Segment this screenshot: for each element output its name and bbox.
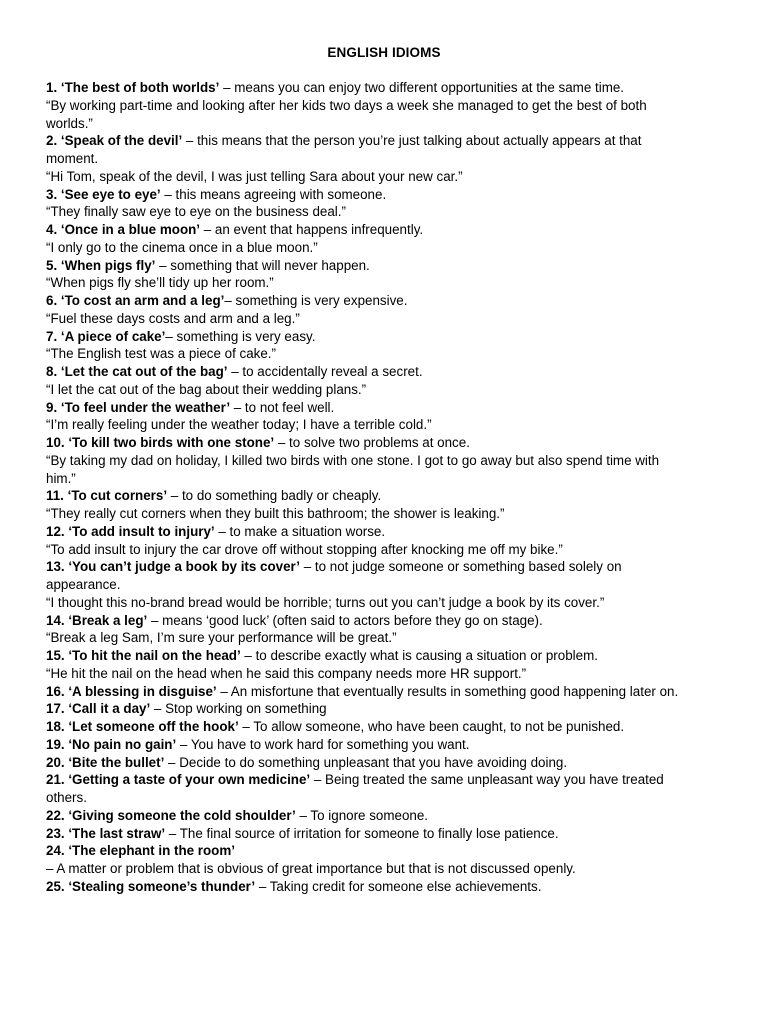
idiom-example: “Break a leg Sam, I’m sure your performance will be great.” [46, 630, 397, 646]
idiom-phrase: 3. ‘See eye to eye’ [46, 186, 161, 202]
idiom-definition: – this means that the person you’re just talking about actually appears at that [182, 133, 642, 149]
idiom-definition: – to describe exactly what is causing a situation or problem. [240, 648, 598, 663]
idiom-definition: – this means agreeing with someone. [160, 186, 387, 202]
idiom-definition: – To allow someone, who have been caught, to not be punished. [238, 719, 625, 734]
idiom-phrase: 5. ‘When pigs fly’ [46, 257, 156, 273]
idiom-example: “I thought this no-brand bread would be horrible; turns out you can’t judge a book by its cover.” [46, 594, 605, 610]
idiom-example: – A matter or problem that is obvious of great importance but that is not discussed openly. [46, 861, 576, 876]
idiom-definition: – to not judge someone or something based solely on [300, 559, 622, 575]
idiom-example: “I’m really feeling under the weather today; I have a terrible cold.” [46, 417, 432, 433]
idiom-example: “They finally saw eye to eye on the business deal.” [46, 204, 346, 220]
idiom-heading-line [46, 878, 722, 896]
idiom-text-line [46, 789, 722, 807]
idiom-definition: – an event that happens infrequently. [200, 222, 424, 237]
idiom-heading-line [46, 718, 722, 736]
idiom-heading-line [46, 683, 722, 701]
idiom-definition: – An misfortune that eventually results in something good happening later on. [216, 683, 679, 699]
idiom-phrase: 21. ‘Getting a taste of your own medicine’ [46, 772, 311, 788]
idiom-text-line [46, 345, 722, 363]
idiom-definition: – something is very easy. [165, 328, 316, 344]
idiom-heading-line [46, 221, 722, 239]
idiom-definition: – to make a situation worse. [214, 523, 386, 539]
idiom-text-line [46, 203, 722, 221]
idiom-text-line [46, 150, 722, 168]
idiom-heading-line [46, 700, 722, 718]
idiom-heading-line [46, 487, 722, 505]
idiom-definition: – Being treated the same unpleasant way you have treated [310, 772, 664, 788]
idiom-heading-line [46, 558, 722, 576]
idiom-heading-line [46, 257, 722, 275]
idiom-phrase: 19. ‘No pain no gain’ [46, 736, 177, 752]
idiom-heading-line [46, 79, 722, 97]
idiom-text-line [46, 274, 722, 292]
idiom-phrase: 24. ‘The elephant in the room’ [46, 843, 235, 859]
idiom-phrase: 14. ‘Break a leg’ [46, 612, 148, 628]
idiom-text-line [46, 416, 722, 434]
idiom-example: “The English test was a piece of cake.” [46, 346, 276, 362]
idiom-example: him.” [46, 470, 76, 486]
idiom-heading-line [46, 825, 722, 843]
idiom-text-line [46, 594, 722, 612]
idiom-phrase: 18. ‘Let someone off the hook’ [46, 719, 239, 734]
idiom-phrase: 22. ‘Giving someone the cold shoulder’ [46, 807, 296, 823]
idiom-example: “Hi Tom, speak of the devil, I was just telling Sara about your new car.” [46, 168, 463, 184]
idiom-example: appearance. [46, 577, 121, 592]
idiom-phrase: 16. ‘A blessing in disguise’ [46, 683, 217, 699]
idiom-heading-line [46, 807, 722, 825]
idiom-phrase: 7. ‘A piece of cake’ [46, 328, 166, 344]
idiom-text-line [46, 310, 722, 328]
idiom-heading-line [46, 647, 722, 665]
idiom-heading-line [46, 434, 722, 452]
idiom-text-line [46, 505, 722, 523]
idiom-heading-line [46, 842, 722, 860]
idiom-example: “He hit the nail on the head when he said this company needs more HR support.” [46, 665, 527, 681]
idiom-example: “By taking my dad on holiday, I killed two birds with one stone. I got to go away but also spend time with [46, 452, 660, 468]
idiom-definition: – to solve two problems at once. [274, 435, 470, 450]
page-title: ENGLISH IDIOMS [327, 45, 441, 60]
idiom-phrase: 25. ‘Stealing someone’s thunder’ [46, 878, 256, 894]
idiom-text-line [46, 576, 722, 594]
idiom-example: “I only go to the cinema once in a blue moon.” [46, 239, 318, 255]
idiom-example: “Fuel these days costs and arm and a leg.” [46, 310, 300, 326]
idiom-text-line [46, 665, 722, 683]
idiom-text-line [46, 168, 722, 186]
idiom-phrase: 15. ‘To hit the nail on the head’ [46, 648, 241, 663]
idiom-text-line [46, 381, 722, 399]
idiom-heading-line [46, 363, 722, 381]
idiom-phrase: 11. ‘To cut corners’ [46, 488, 168, 504]
idiom-example: “When pigs fly she’ll tidy up her room.” [46, 275, 274, 291]
idiom-list [46, 79, 722, 896]
idiom-phrase: 20. ‘Bite the bullet’ [46, 754, 165, 770]
idiom-definition: – to do something badly or cheaply. [167, 488, 382, 504]
idiom-phrase: 23. ‘The last straw’ [46, 825, 166, 841]
idiom-text-line [46, 239, 722, 257]
idiom-example: “To add insult to injury the car drove off without stopping after knocking me off my bike.” [46, 541, 563, 557]
idiom-definition: – means ‘good luck’ (often said to actors before they go on stage). [147, 612, 543, 628]
idiom-phrase: 12. ‘To add insult to injury’ [46, 523, 215, 539]
idiom-heading-line [46, 736, 722, 754]
idiom-heading-line [46, 523, 722, 541]
idiom-definition: – Decide to do something unpleasant that you have avoiding doing. [164, 754, 568, 770]
idiom-definition: – You have to work hard for something you want. [176, 736, 470, 752]
idiom-heading-line [46, 771, 722, 789]
idiom-example: others. [46, 790, 87, 805]
idiom-phrase: 2. ‘Speak of the devil’ [46, 133, 183, 149]
idiom-text-line [46, 452, 722, 470]
idiom-text-line [46, 629, 722, 647]
idiom-definition: – to accidentally reveal a secret. [227, 364, 423, 379]
idiom-text-line [46, 541, 722, 559]
idiom-example: “They really cut corners when they built this bathroom; the shower is leaking.” [46, 506, 505, 521]
idiom-definition: – means you can enjoy two different opportunities at the same time. [219, 80, 625, 95]
idiom-definition: – To ignore someone. [295, 807, 429, 823]
idiom-heading-line [46, 186, 722, 204]
idiom-example: “By working part-time and looking after her kids two days a week she managed to get the best of both [46, 97, 647, 113]
idiom-text-line [46, 97, 722, 115]
idiom-definition: – to not feel well. [230, 399, 335, 415]
idiom-heading-line [46, 399, 722, 417]
idiom-heading-line [46, 754, 722, 772]
idiom-heading-line [46, 132, 722, 150]
idiom-phrase: 6. ‘To cost an arm and a leg’ [46, 293, 225, 308]
idiom-heading-line [46, 292, 722, 310]
idiom-phrase: 8. ‘Let the cat out of the bag’ [46, 364, 228, 379]
idiom-phrase: 9. ‘To feel under the weather’ [46, 399, 231, 415]
idiom-heading-line [46, 612, 722, 630]
idiom-example: moment. [46, 151, 99, 166]
idiom-text-line [46, 860, 722, 878]
idiom-phrase: 10. ‘To kill two birds with one stone’ [46, 435, 275, 450]
idiom-definition: – Stop working on something [150, 701, 327, 717]
idiom-text-line [46, 115, 722, 133]
idiom-example: “I let the cat out of the bag about their wedding plans.” [46, 381, 367, 397]
idiom-text-line [46, 470, 722, 488]
idiom-definition: – something is very expensive. [224, 293, 408, 308]
idiom-phrase: 17. ‘Call it a day’ [46, 701, 151, 717]
idiom-phrase: 1. ‘The best of both worlds’ [46, 80, 220, 95]
idiom-definition: – something that will never happen. [155, 257, 370, 273]
idiom-example: worlds.” [46, 115, 93, 131]
idiom-definition: – The final source of irritation for someone to finally lose patience. [165, 825, 559, 841]
idiom-heading-line [46, 328, 722, 346]
idiom-definition: – Taking credit for someone else achievements. [255, 878, 542, 894]
idiom-phrase: 13. ‘You can’t judge a book by its cover’ [46, 559, 300, 575]
idiom-phrase: 4. ‘Once in a blue moon’ [46, 222, 201, 237]
